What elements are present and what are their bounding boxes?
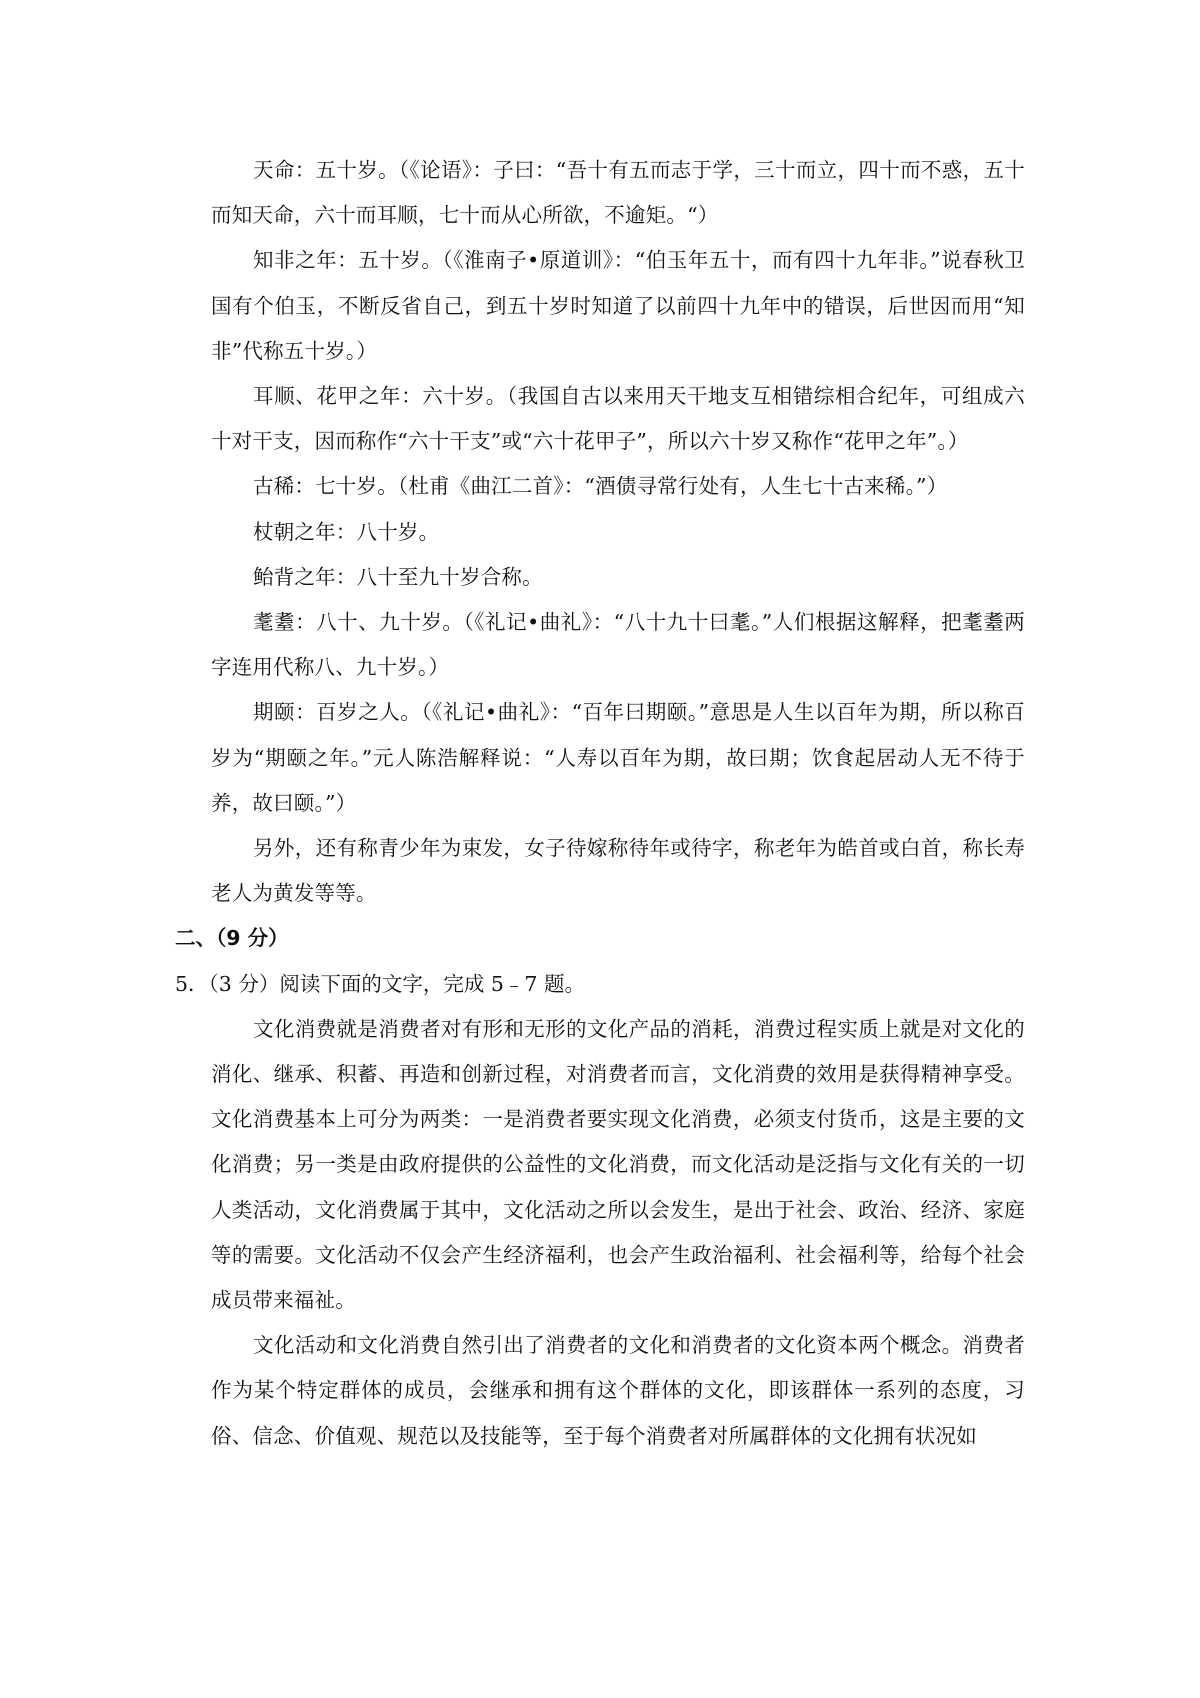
paragraph-huajia: 耳顺、花甲之年：六十岁。（我国自古以来用天干地支互相错综相合纪年，可组成六十对干支，因而称作“六十干支”或“六十花甲子”，所以六十岁又称作“花甲之年”。）	[211, 384, 1025, 454]
paragraph-other: 另外，还有称青少年为束发，女子待嫁称待年或待字，称老年为皓首或白首，称长寿老人为黄发等等。	[211, 836, 1025, 906]
paragraph-tianming: 天命：五十岁。（《论语》：子曰：“吾十有五而志于学，三十而立，四十而不惑，五十而知天命，六十而耳顺，七十而从心所欲，不逾矩。“）	[211, 158, 1025, 228]
paragraph-maodie: 耄耋：八十、九十岁。（《礼记•曲礼》：“八十九十曰耄。”人们根据这解释，把耄耋两字连用代称八、九十岁。）	[211, 610, 1025, 680]
paragraph-guxi: 古稀：七十岁。（杜甫《曲江二首》：“酒债寻常行处有，人生七十古来稀。”）	[253, 474, 948, 499]
paragraph-culture-consumption: 文化消费就是消费者对有形和无形的文化产品的消耗，消费过程实质上就是对文化的消化、继承、积蓄、再造和创新过程，对消费者而言，文化消费的效用是获得精神享受。文化消费基本上可分为两类：一是消费者要实现文化消费，必须支付货币，这是主要的文化消费；另一类是由政府提供的公益性的文化消费，而文化活动是泛指与文化有关的一切人类活动，文化消费属于其中，文化活动之所以会发生，是出于社会、政治、经济、家庭等的需要。文化活动不仅会产生经济福利，也会产生政治福利、社会福利等，给每个社会成员带来福祉。	[211, 1016, 1025, 1313]
paragraph-zhifei: 知非之年：五十岁。（《淮南子•原道训》：“伯玉年五十，而有四十九年非。”说春秋卫国有个伯玉，不断反省自己，到五十岁时知道了以前四十九年中的错误，后世因而用“知非”代称五十岁。）	[211, 248, 1025, 363]
paragraph-taibei: 鲐背之年：八十至九十岁合称。	[253, 564, 543, 589]
page-content	[175, 148, 1025, 1459]
paragraph-culture-capital: 文化活动和文化消费自然引出了消费者的文化和消费者的文化资本两个概念。消费者作为某个特定群体的成员，会继承和拥有这个群体的文化，即该群体一系列的态度，习俗、信念、价值观、规范以及技能等，至于每个消费者对所属群体的文化拥有状况如	[211, 1333, 1025, 1448]
question-5-prompt: 5．（3 分）阅读下面的文字，完成 5﹣7 题。	[175, 971, 585, 996]
paragraph-qiyi: 期颐：百岁之人。（《礼记•曲礼》：“百年曰期颐。”意思是人生以百年为期，所以称百岁为“期颐之年。”元人陈浩解释说：“人寿以百年为期，故曰期；饮食起居动人无不待于养，故曰颐。”）	[211, 700, 1025, 815]
paragraph-zhangchao: 杖朝之年：八十岁。	[253, 519, 440, 544]
section-2-heading: 二、（9 分）	[175, 926, 289, 951]
